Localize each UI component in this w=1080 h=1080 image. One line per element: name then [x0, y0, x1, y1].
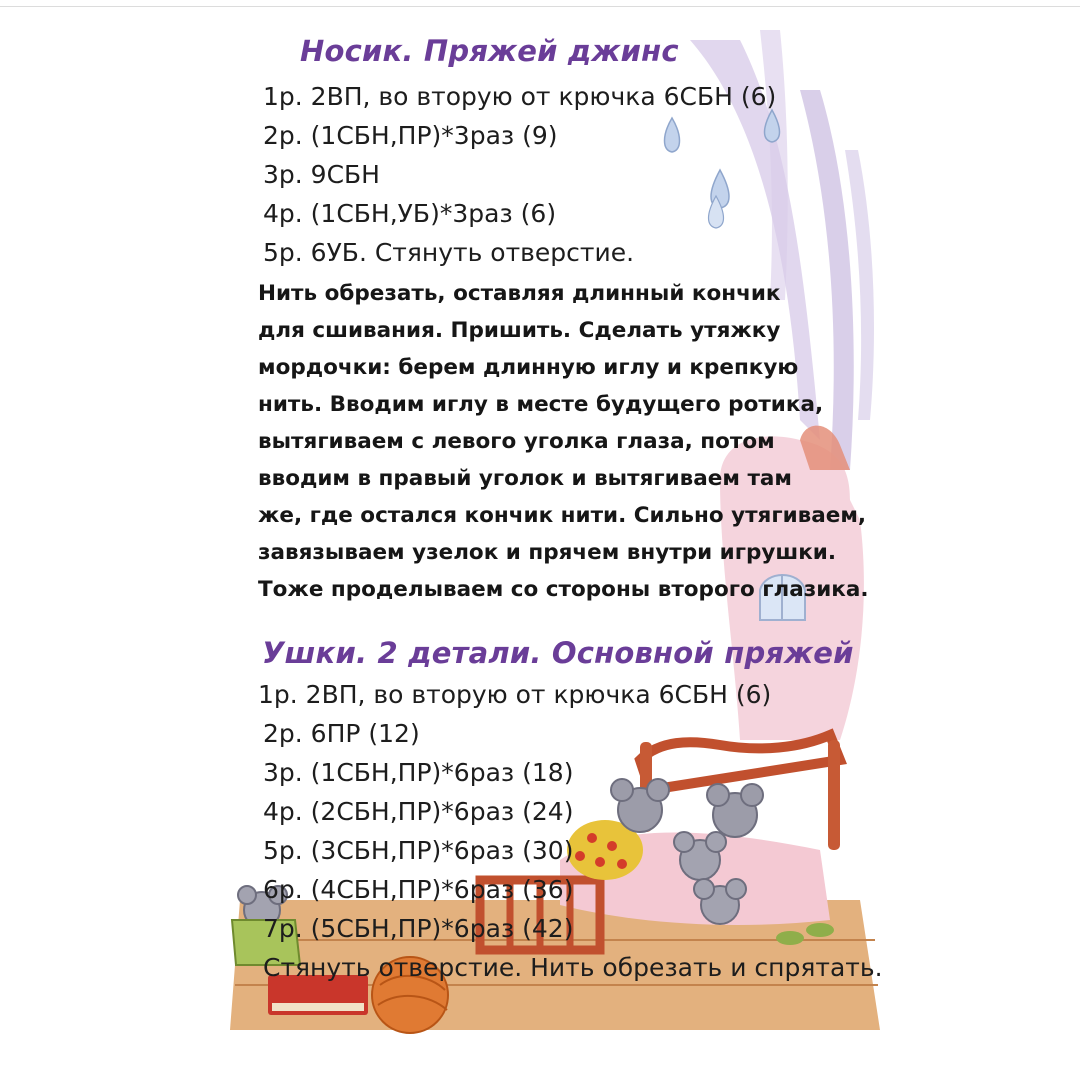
ears-row: 6р. (4СБН,ПР)*6раз (36) — [263, 875, 574, 904]
nose-section-title: Носик. Пряжей джинс — [300, 34, 679, 68]
nose-instruction-line: для сшивания. Пришить. Сделать утяжку — [258, 318, 781, 343]
ears-row: 2р. 6ПР (12) — [263, 719, 420, 748]
nose-row: 2р. (1СБН,ПР)*3раз (9) — [263, 121, 558, 150]
ears-row: 5р. (3СБН,ПР)*6раз (30) — [263, 836, 574, 865]
nose-instruction-line: Тоже проделываем со стороны второго глазика. — [258, 577, 869, 602]
ears-row: 4р. (2СБН,ПР)*6раз (24) — [263, 797, 574, 826]
nose-row: 5р. 6УБ. Стянуть отверстие. — [263, 238, 635, 267]
ears-section-title: Ушки. 2 детали. Основной пряжей — [262, 636, 854, 670]
ears-row: 7р. (5СБН,ПР)*6раз (42) — [263, 914, 574, 943]
nose-instruction-line: же, где остался кончик нити. Сильно утягиваем, — [258, 503, 867, 528]
nose-instruction-line: завязываем узелок и прячем внутри игрушки. — [258, 540, 837, 565]
nose-row: 4р. (1СБН,УБ)*3раз (6) — [263, 199, 557, 228]
ears-row: 3р. (1СБН,ПР)*6раз (18) — [263, 758, 574, 787]
nose-instruction-line: Нить обрезать, оставляя длинный кончик — [258, 281, 781, 306]
ears-final-instruction: Стянуть отверстие. Нить обрезать и спрятать. — [263, 953, 883, 982]
nose-instruction-line: нить. Вводим иглу в месте будущего ротика, — [258, 392, 824, 417]
nose-row: 1р. 2ВП, во вторую от крючка 6СБН (6) — [263, 82, 777, 111]
nose-instruction-line: мордочки: берем длинную иглу и крепкую — [258, 355, 799, 380]
nose-instruction-line: вытягиваем с левого уголка глаза, потом — [258, 429, 775, 454]
nose-instruction-line: вводим в правый уголок и вытягиваем там — [258, 466, 792, 491]
ears-row: 1р. 2ВП, во вторую от крючка 6СБН (6) — [258, 680, 772, 709]
nose-row: 3р. 9СБН — [263, 160, 380, 189]
